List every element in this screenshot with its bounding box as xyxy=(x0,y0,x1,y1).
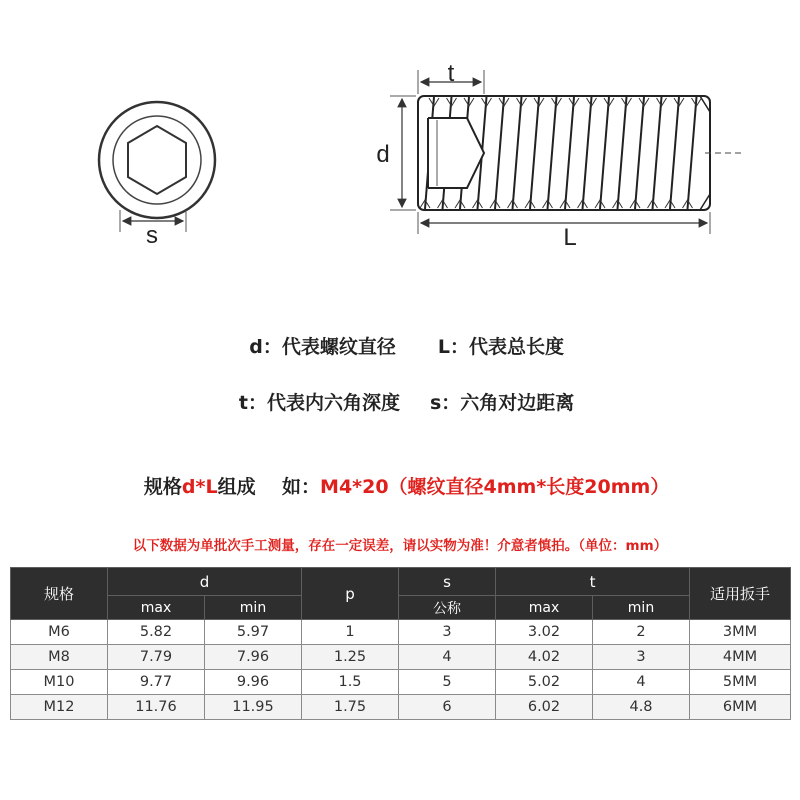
table-cell: M8 xyxy=(11,645,108,670)
table-cell: 3MM xyxy=(690,620,791,645)
label-s: s xyxy=(146,222,158,249)
header-s-nominal: 公称 xyxy=(399,596,496,620)
end-view xyxy=(99,102,215,232)
table-cell: 6 xyxy=(399,695,496,720)
table-cell: 11.95 xyxy=(205,695,302,720)
table-cell: M6 xyxy=(11,620,108,645)
spec-table xyxy=(10,567,791,720)
table-cell: 9.77 xyxy=(108,670,205,695)
table-cell: 5 xyxy=(399,670,496,695)
table-row xyxy=(11,695,791,720)
legend-s: s：六角对边距离 xyxy=(430,392,575,414)
composition-example: M4*20（螺纹直径4mm*长度20mm） xyxy=(320,476,670,498)
table-cell: 4MM xyxy=(690,645,791,670)
table-cell: 4.8 xyxy=(593,695,690,720)
table-cell: 4 xyxy=(593,670,690,695)
table-cell: 5.97 xyxy=(205,620,302,645)
header-s: s xyxy=(399,568,496,596)
table-cell: 1.25 xyxy=(302,645,399,670)
table-cell: 6.02 xyxy=(496,695,593,720)
table-cell: 4.02 xyxy=(496,645,593,670)
composition-line xyxy=(0,450,800,499)
table-cell: 9.96 xyxy=(205,670,302,695)
table-cell: 7.96 xyxy=(205,645,302,670)
table-cell: 1 xyxy=(302,620,399,645)
inner-circle xyxy=(113,116,201,204)
legend-d: d：代表螺纹直径 xyxy=(249,336,396,358)
table-cell: 7.79 xyxy=(108,645,205,670)
composition-middle: 组成 如： xyxy=(217,476,321,498)
table-cell: 1.5 xyxy=(302,670,399,695)
header-wrench: 适用扳手 xyxy=(690,568,791,620)
table-cell: 11.76 xyxy=(108,695,205,720)
header-t: t xyxy=(496,568,690,596)
set-screw-drawing xyxy=(0,0,800,290)
table-cell: 5MM xyxy=(690,670,791,695)
label-L: L xyxy=(563,224,577,251)
table-cell: 3.02 xyxy=(496,620,593,645)
measurement-notice: 以下数据为单批次手工测量，存在一定误差，请以实物为准！介意者慎拍。（单位：mm） xyxy=(132,538,668,554)
table-cell: 4 xyxy=(399,645,496,670)
header-d-max: max xyxy=(108,596,205,620)
header-spec: 规格 xyxy=(11,568,108,620)
label-t: t xyxy=(447,60,455,87)
header-p: p xyxy=(302,568,399,620)
table-cell: 2 xyxy=(593,620,690,645)
header-t-max: max xyxy=(496,596,593,620)
table-row xyxy=(11,670,791,695)
header-d-min: min xyxy=(205,596,302,620)
table-cell: 5.82 xyxy=(108,620,205,645)
composition-red: d*L xyxy=(181,476,218,498)
label-d: d xyxy=(376,141,390,168)
table-cell: 6MM xyxy=(690,695,791,720)
side-view xyxy=(390,70,745,234)
legend-row-1 xyxy=(0,310,800,359)
table-cell: 3 xyxy=(399,620,496,645)
legend-L: L：代表总长度 xyxy=(437,336,564,358)
table-row xyxy=(11,620,791,645)
table-cell: 3 xyxy=(593,645,690,670)
hex-socket xyxy=(128,126,186,194)
table-row xyxy=(11,645,791,670)
table-cell: 5.02 xyxy=(496,670,593,695)
table-cell: M12 xyxy=(11,695,108,720)
header-d: d xyxy=(108,568,302,596)
legend-t: t：代表内六角深度 xyxy=(238,392,400,414)
composition-prefix: 规格 xyxy=(143,476,182,498)
header-t-min: min xyxy=(593,596,690,620)
legend-row-2 xyxy=(0,366,800,415)
table-cell: 1.75 xyxy=(302,695,399,720)
outer-circle xyxy=(99,102,215,218)
table-cell: M10 xyxy=(11,670,108,695)
